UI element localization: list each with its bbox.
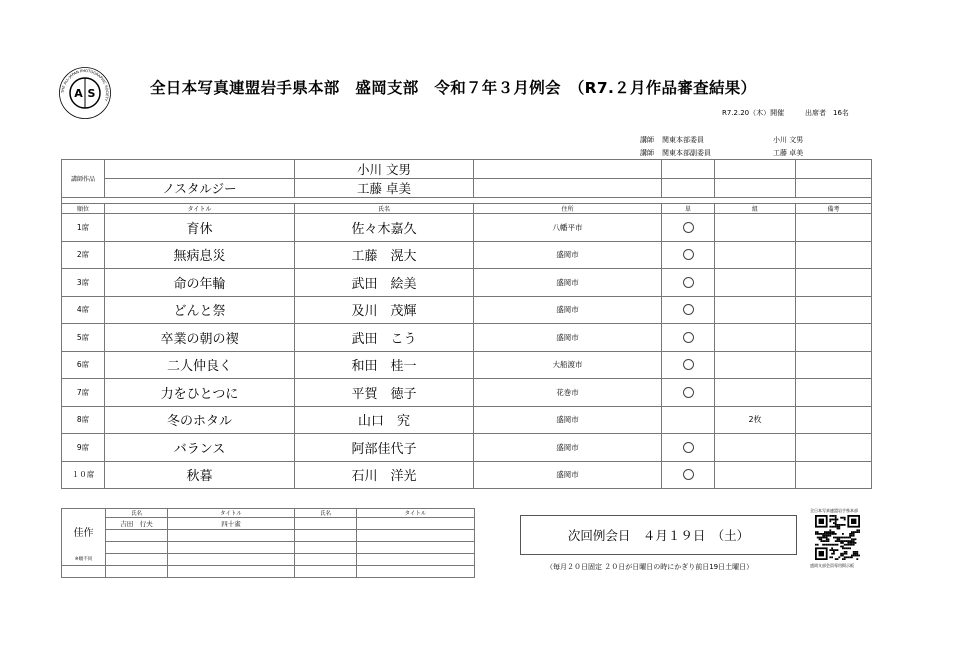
kumi-cell — [715, 269, 796, 297]
col-kumi: 組 — [715, 204, 796, 214]
author-address: 盛岡市 — [474, 406, 662, 434]
col-name: 氏名 — [295, 204, 474, 214]
circle-mark-icon — [683, 442, 694, 453]
kumi-cell — [715, 214, 796, 242]
work-title: 二人仲良く — [105, 351, 295, 379]
col-note: 備考 — [796, 204, 872, 214]
author-name: 阿部佳代子 — [295, 434, 474, 462]
rank-cell: 9席 — [62, 434, 105, 462]
kasaku-sublabel: ※順不同 — [62, 554, 106, 566]
kasaku-name: 吉田 行夫 — [106, 518, 168, 530]
kumi-cell — [715, 351, 796, 379]
next-meeting-note: （毎月２０日固定 ２０日が日曜日の時にかぎり前日19日土曜日） — [546, 563, 754, 571]
instructor-works-label: 講師作品 — [62, 160, 105, 198]
kumi-cell: 2枚 — [715, 406, 796, 434]
work-title: 秋暮 — [105, 461, 295, 489]
kumi-cell — [715, 241, 796, 269]
kasaku-title — [357, 518, 475, 530]
note-cell — [796, 406, 872, 434]
col-tan: 単 — [662, 204, 715, 214]
rank-cell: 6席 — [62, 351, 105, 379]
lecturer-role-2: 講師 — [640, 149, 654, 157]
svg-text:S: S — [87, 87, 96, 100]
instructor-row-1 — [62, 160, 872, 179]
svg-text:A: A — [74, 87, 83, 100]
work-title: 卒業の朝の禊 — [105, 324, 295, 352]
author-address: 盛岡市 — [474, 241, 662, 269]
instructor-work-title: ノスタルジー — [105, 179, 295, 198]
instructor-work-name: 工藤 卓美 — [295, 179, 474, 198]
author-name: 和田 桂一 — [295, 351, 474, 379]
result-row — [62, 296, 872, 324]
col-rank: 順位 — [62, 204, 105, 214]
qr-caption-top: 全日本写真連盟岩手県本部 — [810, 508, 858, 513]
kasaku-col-title-2: タイトル — [357, 509, 475, 518]
rank-cell: 7席 — [62, 379, 105, 407]
lecturer-name-2: 工藤 卓美 — [773, 149, 804, 157]
result-row — [62, 406, 872, 434]
lecturer-role-1: 講師 — [640, 136, 654, 144]
author-name: 及川 茂輝 — [295, 296, 474, 324]
results-header — [62, 204, 872, 214]
result-row — [62, 324, 872, 352]
work-title: バランス — [105, 434, 295, 462]
author-address: 大船渡市 — [474, 351, 662, 379]
result-row — [62, 434, 872, 462]
results-table — [61, 159, 872, 489]
tan-cell — [662, 434, 715, 462]
note-cell — [796, 434, 872, 462]
circle-mark-icon — [683, 304, 694, 315]
lecturer-position-2: 関東本部副委員 — [662, 149, 711, 157]
author-address: 盛岡市 — [474, 296, 662, 324]
work-title: 育休 — [105, 214, 295, 242]
author-name: 佐々木嘉久 — [295, 214, 474, 242]
author-address: 花巻市 — [474, 379, 662, 407]
note-cell — [796, 214, 872, 242]
tan-cell — [662, 241, 715, 269]
rank-cell: 3席 — [62, 269, 105, 297]
instructor-row-2 — [62, 179, 872, 198]
meeting-date: R7.2.20（木）開催 — [722, 109, 785, 117]
result-row — [62, 241, 872, 269]
author-name: 山口 究 — [295, 406, 474, 434]
author-address: 盛岡市 — [474, 324, 662, 352]
tan-cell — [662, 214, 715, 242]
circle-mark-icon — [683, 277, 694, 288]
kumi-cell — [715, 379, 796, 407]
col-address: 住所 — [474, 204, 662, 214]
instructor-work-title — [105, 160, 295, 179]
kasaku-col-name-1: 氏名 — [106, 509, 168, 518]
rank-cell: １０席 — [62, 461, 105, 489]
author-name: 武田 絵美 — [295, 269, 474, 297]
tan-cell — [662, 296, 715, 324]
kumi-cell — [715, 434, 796, 462]
tan-cell — [662, 351, 715, 379]
kasaku-title: 四十雀 — [168, 518, 295, 530]
result-row — [62, 214, 872, 242]
kumi-cell — [715, 461, 796, 489]
note-cell — [796, 241, 872, 269]
note-cell — [796, 351, 872, 379]
logo-ring-text: THE ALL-JAPAN PHOTOGRAPHIC SOCIETY — [60, 68, 110, 102]
page-title: 全日本写真連盟岩手県本部 盛岡支部 令和７年３月例会 （R7.２月作品審査結果） — [150, 79, 757, 97]
result-row — [62, 351, 872, 379]
author-name: 平賀 徳子 — [295, 379, 474, 407]
tan-cell — [662, 269, 715, 297]
kumi-cell — [715, 296, 796, 324]
note-cell — [796, 461, 872, 489]
next-meeting-box — [520, 515, 797, 555]
rank-cell: 2席 — [62, 241, 105, 269]
work-title: どんと祭 — [105, 296, 295, 324]
circle-mark-icon — [683, 332, 694, 343]
kumi-cell — [715, 324, 796, 352]
result-row — [62, 269, 872, 297]
rank-cell: 5席 — [62, 324, 105, 352]
kasaku-col-name-2: 氏名 — [295, 509, 357, 518]
author-name: 石川 洋光 — [295, 461, 474, 489]
note-cell — [796, 324, 872, 352]
rank-cell: 4席 — [62, 296, 105, 324]
kasaku-label: 佳作 — [62, 509, 106, 554]
author-address: 盛岡市 — [474, 434, 662, 462]
circle-mark-icon — [683, 469, 694, 480]
author-address: 八幡平市 — [474, 214, 662, 242]
tan-cell — [662, 406, 715, 434]
work-title: 力をひとつに — [105, 379, 295, 407]
kasaku-table — [61, 508, 475, 578]
tan-cell — [662, 379, 715, 407]
rank-cell: 8席 — [62, 406, 105, 434]
kasaku-col-title-1: タイトル — [168, 509, 295, 518]
note-cell — [796, 379, 872, 407]
qr-code-icon[interactable] — [815, 515, 860, 560]
ajps-logo — [58, 66, 112, 120]
attendance-count: 出席者 16名 — [805, 109, 849, 117]
circle-mark-icon — [683, 359, 694, 370]
tan-cell — [662, 461, 715, 489]
instructor-work-name: 小川 文男 — [295, 160, 474, 179]
rank-cell: 1席 — [62, 214, 105, 242]
circle-mark-icon — [683, 387, 694, 398]
note-cell — [796, 269, 872, 297]
work-title: 冬のホタル — [105, 406, 295, 434]
tan-cell — [662, 324, 715, 352]
circle-mark-icon — [683, 222, 694, 233]
lecturer-name-1: 小川 文男 — [773, 136, 804, 144]
kasaku-row — [62, 518, 475, 530]
work-title: 命の年輪 — [105, 269, 295, 297]
author-name: 武田 こう — [295, 324, 474, 352]
author-name: 工藤 滉大 — [295, 241, 474, 269]
col-title: タイトル — [105, 204, 295, 214]
note-cell — [796, 296, 872, 324]
work-title: 無病息災 — [105, 241, 295, 269]
result-row — [62, 379, 872, 407]
author-address: 盛岡市 — [474, 461, 662, 489]
qr-caption-bottom: 盛岡支部会員専用掲示板 — [810, 563, 854, 568]
author-address: 盛岡市 — [474, 269, 662, 297]
lecturer-position-1: 関東本部委員 — [662, 136, 704, 144]
kasaku-name — [295, 518, 357, 530]
next-meeting-text: 次回例会日 ４月１９日 （土） — [567, 528, 750, 543]
result-row — [62, 461, 872, 489]
circle-mark-icon — [683, 249, 694, 260]
